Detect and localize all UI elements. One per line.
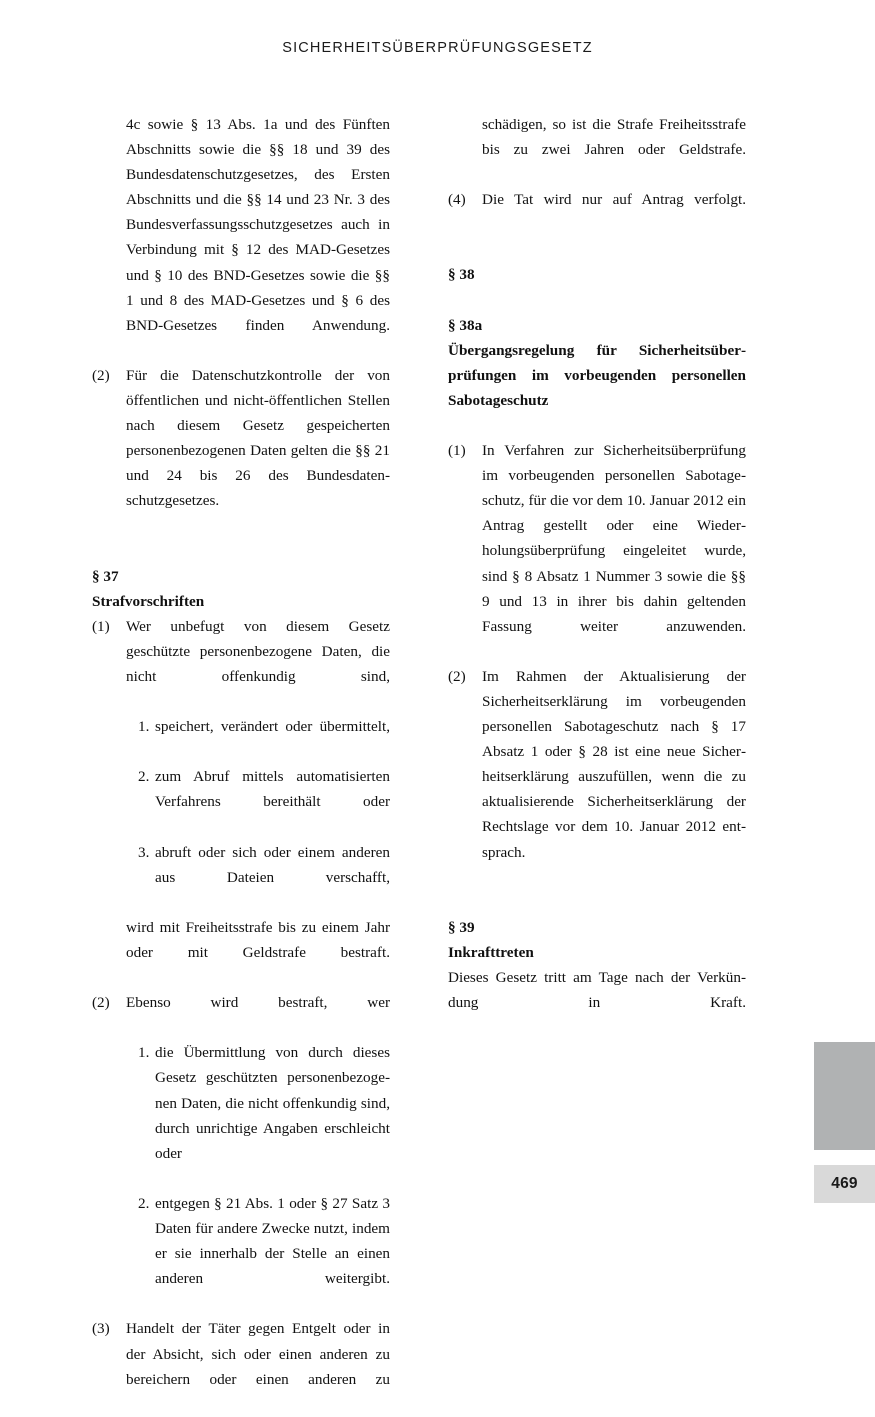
list-item-text: abruft oder sich oder einem anderen aus Dateien verschafft, — [155, 843, 390, 886]
numbered-paragraph-1 — [448, 438, 746, 664]
paragraph-text: Im Rahmen der Aktualisierung der Sicherheitserklärung im vorbeugenden personellen Sabotageschutz nach § 17 Absatz 1 oder § 28 ist eine neue Sicherheitserklärung auszufüllen, wenn die zu aktualisierende Sicherheitserklärung der Rechtslage vor dem 10. Januar 2012 entsprach. — [482, 667, 746, 861]
page-number: 469 — [831, 1175, 858, 1192]
section-39-body: Dieses Gesetz tritt am Tage nach der Verkündung in Kraft. — [448, 968, 746, 1011]
section-title-38a: Übergangsregelung für Sicherheitsüberprüfungen im vorbeugenden personellen Sabotageschutz — [448, 341, 746, 409]
right-column — [448, 112, 746, 1040]
paragraph-text: In Verfahren zur Sicherheitsüberprüfung im vorbeugenden personellen Sabotageschutz, für die vor dem 10. Januar 2012 ein Antrag gestellt oder eine Wiederholungsüberprüfung eingeleitet wurde, sind § 8 Absatz 1 Nummer 3 sowie die §§ 9 und 13 in ihrer bis dahin geltenden Fassung weiter anzuwenden. — [482, 442, 746, 635]
section-number-38a: § 38a — [448, 316, 483, 334]
numbered-paragraph-2 — [92, 363, 390, 539]
paragraph-continuation: 4c sowie § 13 Abs. 1a und des Fünften Abschnitts sowie die §§ 18 und 39 des Bundesdatenschutzgesetzes, des Ersten Abschnitts und die §§ 14 und 23 Nr. 3 des Bundesverfassungsschutzgesetzes auch in Verbindung mit § 12 des MAD-Gesetzes und § 10 des BND-Gesetzes sowie die §§ 1 und 8 des MAD-Gesetzes und § 6 des BND-Gesetzes finden Anwendung. — [126, 116, 390, 334]
list-item — [92, 840, 390, 915]
paragraph-marker: (1) — [92, 617, 110, 635]
list-item-text: speichert, verändert oder übermittelt, — [155, 718, 390, 736]
list-item-marker: 1. — [138, 1044, 150, 1062]
paragraph-continuation: schädigen, so ist die Strafe Freiheitsstrafe bis zu zwei Jahren oder Geldstrafe. — [482, 116, 746, 159]
paragraph-closing: wird mit Freiheitsstrafe bis zu einem Jahr oder mit Geldstrafe bestraft. — [126, 918, 390, 961]
paragraph-text: Für die Datenschutzkontrolle der von öffentlichen und nicht-öffentlichen Stellen nach diesem Gesetz gespeicherten personenbezogenen Daten gelten die §§ 21 und 24 bis 26 des Bundesdatenschutzgesetzes. — [126, 366, 390, 510]
section-spacer — [448, 288, 746, 313]
section-number-39: § 39 — [448, 918, 475, 936]
paragraph-marker: (4) — [448, 191, 466, 209]
numbered-paragraph-1 — [92, 614, 390, 714]
numbered-paragraph-2 — [92, 990, 390, 1040]
section-number-37: § 37 — [92, 567, 119, 585]
text-body — [92, 112, 779, 1388]
thumb-index-tab — [814, 1042, 875, 1150]
section-number-38: § 38 — [448, 266, 475, 284]
numbered-paragraph-4 — [448, 187, 746, 237]
numbered-paragraph-3 — [92, 1316, 390, 1416]
paragraph-text: Die Tat wird nur auf Antrag verfolgt. — [482, 191, 746, 209]
paragraph-marker: (3) — [92, 1320, 110, 1338]
left-column — [92, 112, 390, 1417]
section-spacer — [92, 539, 390, 564]
paragraph-marker: (2) — [92, 366, 110, 384]
list-item — [92, 1191, 390, 1316]
running-header: SICHERHEITSÜBERPRÜFUNGSGESETZ — [282, 40, 593, 56]
list-item — [92, 764, 390, 839]
list-item-marker: 3. — [138, 843, 150, 861]
paragraph-text: Handelt der Täter gegen Entgelt oder in der Absicht, sich oder einen anderen zu bereichern oder einen anderen zu — [126, 1320, 390, 1388]
paragraph-text: Ebenso wird bestraft, wer — [126, 994, 390, 1012]
list-item-marker: 2. — [138, 1194, 150, 1212]
paragraph-marker: (2) — [448, 667, 466, 685]
list-item-text: zum Abruf mittels automatisierten Verfahrens bereithält oder — [155, 768, 390, 811]
paragraph-text: Wer unbefugt von diesem Gesetz geschützte personenbezogene Daten, die nicht offenkundig sind, — [126, 617, 390, 685]
list-item — [92, 1040, 390, 1191]
list-item-text: die Übermittlung von durch dieses Gesetz geschützten personenbezogenen Daten, die nicht offenkundig sind, durch unrichtige Angaben erschleicht oder — [155, 1044, 390, 1162]
list-item-text: entgegen § 21 Abs. 1 oder § 27 Satz 3 Daten für andere Zwecke nutzt, indem er sie innerhalb der Stelle an einen anderen weitergibt. — [155, 1194, 390, 1288]
folio-tab — [814, 1165, 875, 1203]
section-title-39: Inkrafttreten — [448, 943, 534, 961]
section-spacer — [448, 237, 746, 262]
list-item-marker: 2. — [138, 768, 150, 786]
paragraph-marker: (1) — [448, 442, 466, 460]
paragraph-marker: (2) — [92, 994, 110, 1012]
list-item — [92, 714, 390, 764]
list-item-marker: 1. — [138, 718, 150, 736]
numbered-paragraph-2 — [448, 664, 746, 890]
section-title-37: Strafvorschriften — [92, 592, 205, 610]
section-spacer — [448, 890, 746, 915]
